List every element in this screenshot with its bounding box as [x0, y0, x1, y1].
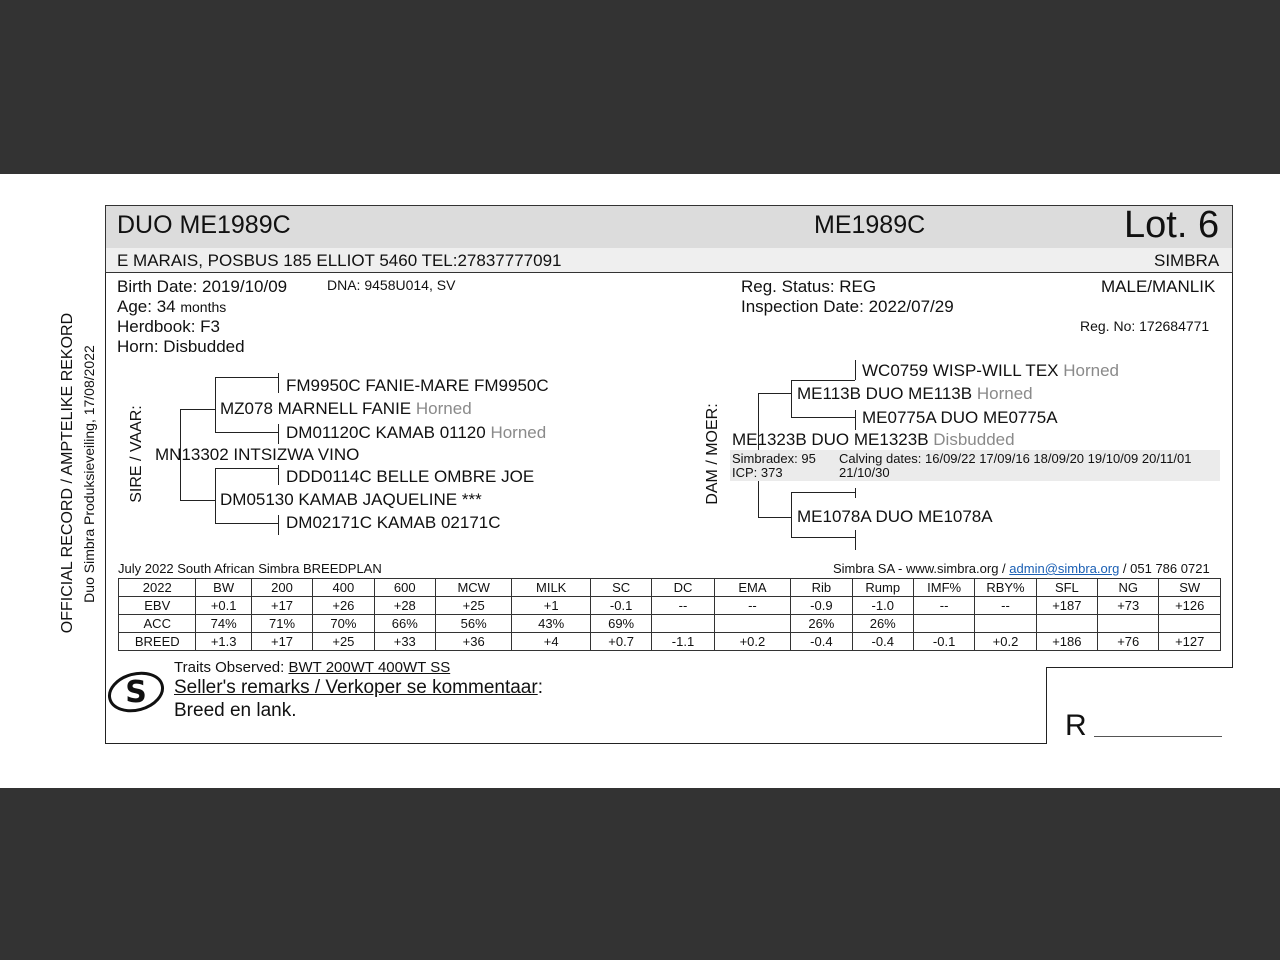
ebv-row — [119, 633, 1221, 651]
animal-name: DUO ME1989C — [117, 211, 291, 239]
sire-sire-sire: FM9950C FANIE-MARE FM9950C — [286, 376, 549, 395]
ebv-cell: -0.1 — [913, 633, 974, 651]
ebv-header-cell: IMF% — [913, 579, 974, 597]
traits-values: BWT 200WT 400WT SS — [288, 659, 451, 676]
ss-bracket-v — [215, 377, 216, 433]
remarks-heading — [174, 677, 543, 699]
card-right-border — [1232, 205, 1233, 668]
inspection-date: Inspection Date: 2022/07/29 — [741, 297, 954, 316]
ebv-cell: -- — [913, 597, 974, 615]
dam-bracket-top — [758, 393, 792, 394]
sd-bot-tick — [278, 515, 279, 535]
contact-email[interactable]: admin@simbra.org — [1009, 561, 1120, 576]
ebv-cell: +126 — [1159, 597, 1221, 615]
ebv-cell: -0.4 — [791, 633, 852, 651]
price-prefix: R — [1065, 709, 1087, 742]
sex: MALE/MANLIK — [1101, 277, 1216, 296]
ebv-cell: +73 — [1098, 597, 1159, 615]
ebv-cell — [714, 615, 790, 633]
ebv-cell: -- — [975, 597, 1036, 615]
card-bottom-border — [105, 743, 1046, 744]
ebv-cell: +0.2 — [714, 633, 790, 651]
ebv-cell: +17 — [251, 633, 312, 651]
ebv-cell: -0.4 — [852, 633, 913, 651]
ebv-row — [119, 579, 1221, 597]
ebv-cell — [1159, 615, 1221, 633]
ebv-cell: BREED — [119, 633, 196, 651]
ds-bracket-v — [791, 380, 792, 418]
dam-sire-horn: Horned — [976, 384, 1033, 403]
ebv-cell — [1036, 615, 1097, 633]
ebv-header-cell: 600 — [374, 579, 435, 597]
dam-dam: ME1078A DUO ME1078A — [797, 507, 993, 526]
herdbook: Herdbook: F3 — [117, 317, 220, 336]
ebv-header-cell: SW — [1159, 579, 1221, 597]
ebv-cell: +1 — [512, 597, 590, 615]
ebv-header-cell: DC — [652, 579, 714, 597]
breedplan-contact — [833, 561, 1210, 576]
sd-top — [215, 468, 279, 469]
sire-bracket-bot — [180, 500, 216, 501]
birth-date: Birth Date: 2019/10/09 — [117, 277, 288, 296]
owner-info: E MARAIS, POSBUS 185 ELLIOT 5460 TEL:27837777091 — [117, 251, 562, 270]
ebv-cell: +76 — [1098, 633, 1159, 651]
sire-bracket-top — [180, 409, 216, 410]
ebv-cell: +186 — [1036, 633, 1097, 651]
dd-bracket-v — [791, 492, 792, 538]
dam-bracket-bot — [758, 517, 792, 518]
dna: DNA: 9458U014, SV — [327, 277, 456, 293]
breed-label: SIMBRA — [1154, 251, 1220, 270]
ebv-cell — [975, 615, 1036, 633]
ebv-header-cell: 400 — [313, 579, 374, 597]
ebv-cell: +0.2 — [975, 633, 1036, 651]
ssd-horn: Horned — [490, 423, 547, 442]
simbra-logo-icon — [106, 667, 166, 715]
ebv-header-cell: MCW — [435, 579, 511, 597]
reg-status: Reg. Status: REG — [741, 277, 877, 296]
dam-horn: Disbudded — [933, 430, 1015, 449]
ds-top — [791, 380, 855, 381]
ebv-cell: 70% — [313, 615, 374, 633]
remarks-colon: : — [537, 677, 543, 698]
dam-sire — [797, 384, 1033, 404]
ebv-cell: -1.1 — [652, 633, 714, 651]
logo-letter: S — [125, 675, 147, 710]
ebv-cell: +17 — [251, 597, 312, 615]
ebv-header-cell: MILK — [512, 579, 590, 597]
age-value: Age: 34 — [117, 297, 176, 316]
ebv-header-cell: SFL — [1036, 579, 1097, 597]
ebv-cell: 26% — [791, 615, 852, 633]
ebv-cell: +25 — [313, 633, 374, 651]
ebv-cell: +36 — [435, 633, 511, 651]
ebv-cell: +1.3 — [196, 633, 251, 651]
ebv-cell: +0.7 — [590, 633, 651, 651]
ebv-cell: +33 — [374, 633, 435, 651]
contact-phone: / 051 786 0721 — [1122, 561, 1210, 576]
ebv-cell: 43% — [512, 615, 590, 633]
price-box-top — [1046, 667, 1233, 668]
dam-sire-name: ME113B DUO ME113B — [797, 384, 973, 403]
card-left-border — [105, 205, 106, 744]
ebv-cell: +0.1 — [196, 597, 251, 615]
ebv-cell: -1.0 — [852, 597, 913, 615]
ebv-cell: 69% — [590, 615, 651, 633]
ss-top — [215, 377, 279, 378]
ebv-header-cell: RBY% — [975, 579, 1036, 597]
ebv-cell: 26% — [852, 615, 913, 633]
ebv-cell: -- — [714, 597, 790, 615]
dam-sire-sire — [862, 361, 1119, 381]
ss-bot-tick — [278, 424, 279, 444]
official-record-label: OFFICIAL RECORD / AMPTELIKE REKORD — [59, 312, 76, 634]
ebv-cell: +187 — [1036, 597, 1097, 615]
icp: ICP: 373 — [732, 465, 783, 480]
horn-status: Horn: Disbudded — [117, 337, 245, 356]
ebv-header-cell: 2022 — [119, 579, 196, 597]
ebv-header-cell: SC — [590, 579, 651, 597]
ebv-cell: 71% — [251, 615, 312, 633]
ebv-cell: EBV — [119, 597, 196, 615]
ebv-header-cell: Rump — [852, 579, 913, 597]
price-input-line[interactable] — [1094, 736, 1222, 737]
sire-sire-horn: Horned — [415, 399, 472, 418]
ebv-header-cell: EMA — [714, 579, 790, 597]
simbradex: Simbradex: 95 — [732, 451, 816, 466]
ebv-table — [118, 578, 1221, 651]
dam-sire-dam: ME0775A DUO ME0775A — [862, 408, 1058, 427]
traits-observed — [174, 659, 450, 676]
sire-dam-sire: DDD0114C BELLE OMBRE JOE — [286, 467, 535, 486]
ebv-cell: -- — [652, 597, 714, 615]
ssd-name: DM01120C KAMAB 01120 — [286, 423, 486, 442]
sire-dam-dam: DM02171C KAMAB 02171C — [286, 513, 501, 532]
dam — [732, 430, 1015, 450]
sire-sire-name: MZ078 MARNELL FANIE — [220, 399, 412, 418]
ebv-header-cell: NG — [1098, 579, 1159, 597]
sire-dam: DM05130 KAMAB JAQUELINE *** — [220, 490, 482, 509]
ebv-header-cell: Rib — [791, 579, 852, 597]
sire-sire — [220, 399, 472, 419]
calving-dates-cont: 21/10/30 — [839, 465, 890, 480]
ebv-cell: +25 — [435, 597, 511, 615]
ebv-cell: +127 — [1159, 633, 1221, 651]
lot-number: Lot. 6 — [1124, 204, 1220, 246]
ss-bot — [215, 432, 279, 433]
dd-top-tick — [855, 488, 856, 498]
dd-bot-tick — [855, 530, 856, 550]
ebv-cell: +28 — [374, 597, 435, 615]
dss-name: WC0759 WISP-WILL TEX — [862, 361, 1059, 380]
age — [117, 297, 226, 317]
ebv-cell: -0.9 — [791, 597, 852, 615]
ss-top-tick — [278, 373, 279, 393]
dd-bot — [791, 537, 855, 538]
dd-top — [791, 492, 855, 493]
price-box-left — [1046, 667, 1047, 744]
contact-site: Simbra SA - www.simbra.org / — [833, 561, 1006, 576]
ebv-row — [119, 597, 1221, 615]
ebv-cell — [913, 615, 974, 633]
ebv-cell: -0.1 — [590, 597, 651, 615]
ds-bot-tick — [855, 410, 856, 430]
ds-bot — [791, 417, 855, 418]
ebv-cell — [1098, 615, 1159, 633]
breedplan-title: July 2022 South African Simbra BREEDPLAN — [118, 561, 382, 576]
calving-dates: Calving dates: 16/09/22 17/09/16 18/09/20 19/10/09 20/11/01 — [839, 451, 1192, 466]
sire-name: MN13302 INTSIZWA VINO — [155, 445, 360, 464]
sd-bracket-v — [215, 468, 216, 524]
traits-label: Traits Observed: — [174, 659, 285, 676]
ebv-header-cell: BW — [196, 579, 251, 597]
ds-top-tick — [855, 360, 856, 380]
auction-label: Duo Simbra Produksieveiling, 17/08/2022 — [81, 345, 97, 603]
ebv-cell: +26 — [313, 597, 374, 615]
remarks-text: Breed en lank. — [174, 700, 297, 721]
ebv-row — [119, 615, 1221, 633]
sire-label: SIRE / VAAR: — [128, 405, 145, 503]
ebv-cell: 74% — [196, 615, 251, 633]
dam-name: ME1323B DUO ME1323B — [732, 430, 929, 449]
dss-horn: Horned — [1063, 361, 1119, 380]
dam-label: DAM / MOER: — [704, 403, 721, 505]
ebv-cell: 66% — [374, 615, 435, 633]
sire-sire-dam — [286, 423, 546, 443]
sd-bot — [215, 523, 279, 524]
remarks-title: Seller's remarks / Verkoper se kommentaar — [174, 677, 538, 698]
reg-number: Reg. No: 172684771 — [1080, 318, 1210, 334]
ebv-cell: 56% — [435, 615, 511, 633]
age-unit: months — [180, 299, 227, 315]
ebv-cell: +4 — [512, 633, 590, 651]
animal-id: ME1989C — [814, 211, 926, 239]
sd-top-tick — [278, 465, 279, 485]
ebv-header-cell: 200 — [251, 579, 312, 597]
ebv-cell: ACC — [119, 615, 196, 633]
ebv-cell — [652, 615, 714, 633]
